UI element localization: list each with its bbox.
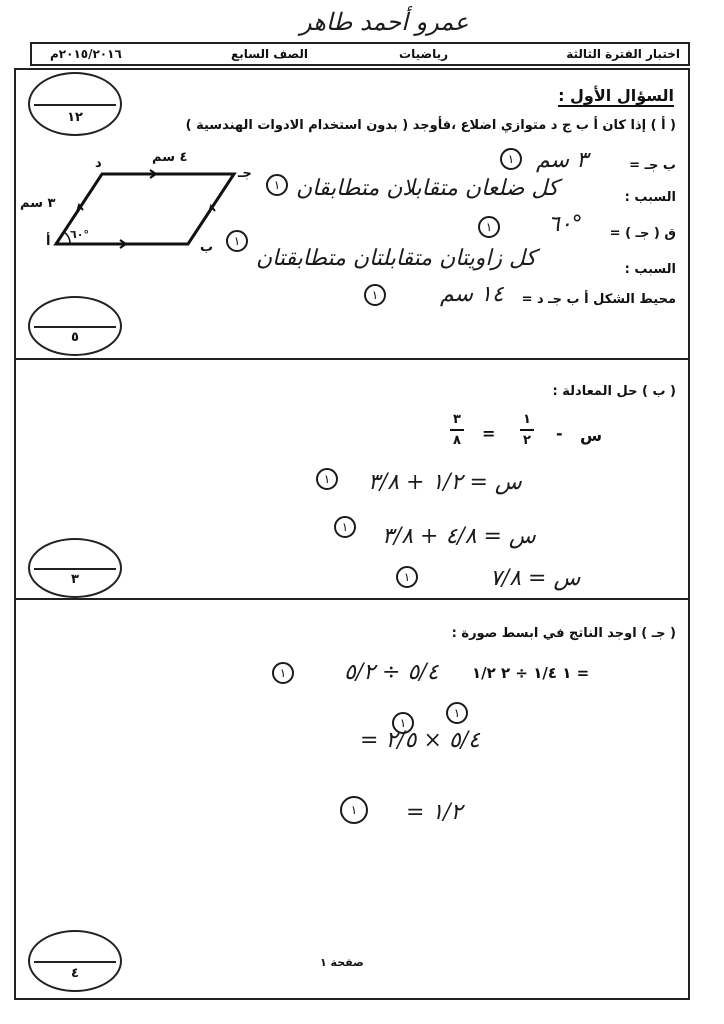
bj-label: ب جـ = [629,158,676,173]
exam-year: ٢٠١٥/٢٠١٦م [50,47,122,61]
exam-subject: رياضيات [399,47,448,61]
part-c-step-2: = ٥/٤ × ٢/٥ [360,728,480,753]
question-title: السؤال الأول : [558,86,674,105]
vertex-a: أ [46,234,51,249]
mark-circle-3: ١ [478,216,500,238]
part-a-score-oval [28,296,122,356]
part-b-step-2: س = ٤/٨ + ٣/٨ [382,524,536,549]
mark-circle-12: ١ [340,796,368,824]
part-b-prompt: ( ب ) حل المعادلة : [552,384,676,399]
mark-circle-8: ١ [396,566,418,588]
part-c-step-3: = ١/٢ [406,800,463,825]
reason-2-answer: كل زاويتان متقابلتان متطابقتان [256,246,537,271]
exam-title: اختبار الفترة الثالثة [566,47,680,61]
left-side-length: ٣ سم [20,196,56,211]
angle-j-answer: ٦٠° [548,212,583,237]
vertex-j: جـ [238,166,252,181]
angle-label: ٦٠° [70,228,89,241]
equation-fraction-2: ٣ ٨ [450,412,464,448]
total-score: ١٢ [67,110,83,125]
equation-equals: = [482,424,496,443]
equation-minus: - [556,424,563,443]
part-b-step-1: س = ١/٢ + ٣/٨ [368,470,522,495]
mark-circle-1: ١ [500,148,522,170]
reason-1-answer: كل ضلعان متقابلان متطابقان [296,176,559,201]
perimeter-label: محيط الشكل أ ب جـ د = [521,292,676,307]
mark-circle-9: ١ [272,662,294,684]
section-divider-1 [14,358,690,360]
part-b-score-oval [28,538,122,598]
equation-fraction-1: ١ ٢ [520,412,534,448]
mark-circle-5: ١ [364,284,386,306]
bj-answer: ٣ سم [536,148,588,173]
mark-circle-6: ١ [316,468,338,490]
part-b-score: ٣ [71,572,79,587]
exam-grade: الصف السابع [231,47,308,61]
student-name: عمرو أحمد طاهر [300,8,469,36]
vertex-d: د [95,156,102,171]
part-a-prompt: ( أ ) إذا كان أ ب ج د متوازي اضلاع ،فأوجد ( بدون استخدام الادوات الهندسية ) [185,118,676,133]
part-a-score: ٥ [71,330,79,345]
exam-header [30,42,690,66]
equation-variable: س [580,426,603,445]
reason-2-label: السبب : [624,262,676,277]
angle-j-label: ق ( جـ ) = [609,226,676,241]
mark-circle-7: ١ [334,516,356,538]
part-c-expression: ١ ١/٤ ÷ ٢ ١/٢ = [472,664,590,682]
top-side-length: ٤ سم [152,150,188,165]
total-score-oval [28,72,122,136]
parallelogram-figure [20,150,260,260]
section-divider-2 [14,598,690,600]
mark-circle-11: ١ [446,702,468,724]
part-c-score: ٤ [71,966,79,981]
part-c-step-1: ٥/٤ ÷ ٥/٢ [344,660,439,685]
part-b-step-3: س = ٧/٨ [490,566,581,591]
mark-circle-10: ١ [392,712,414,734]
page-number: صفحة ١ [320,956,364,969]
reason-1-label: السبب : [624,190,676,205]
part-c-score-oval [28,930,122,992]
part-c-prompt: ( جـ ) اوجد الناتج في ابسط صورة : [451,626,676,641]
vertex-b: ب [200,240,214,255]
mark-circle-2: ١ [266,174,288,196]
mark-circle-4: ١ [226,230,248,252]
perimeter-answer: ١٤ سم [440,282,504,307]
